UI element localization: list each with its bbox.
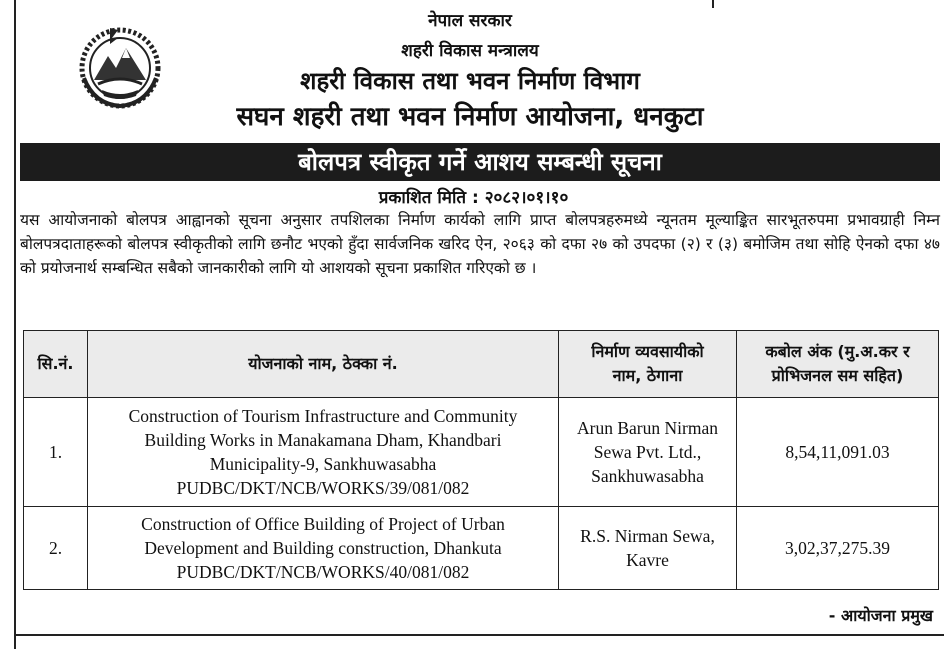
published-date-label: प्रकाशित मिति : <box>378 188 479 208</box>
project-line: Construction of Office Building of Project of Urban <box>141 514 505 534</box>
page-bottom-border <box>14 634 944 636</box>
column-header-project: योजनाको नाम, ठेक्का नं. <box>88 331 559 398</box>
cell-bid-amount: 3,02,37,275.39 <box>737 507 939 590</box>
cell-project <box>88 507 559 590</box>
cell-contractor <box>559 507 737 590</box>
project-line: Municipality-9, Sankhuwasabha <box>209 454 437 474</box>
column-header-contractor-line: निर्माण व्यवसायीको <box>591 342 704 361</box>
published-date-value: २०८२।०१।१० <box>484 188 569 208</box>
notice-body-paragraph: यस आयोजनाको बोलपत्र आह्वानको सूचना अनुसार तपशिलका निर्माण कार्यको लागि प्राप्त बोलपत्रहरुमध्ये न्यूनतम मूल्याङ्कित सारभूतरुपमा प्रभावग्राही निम्न बोलपत्रदाताहरूको बोलपत्र स्वीकृतीको लागि छनौट भएको हुँदा सार्वजनिक खरिद ऐन, २०६३ को दफा २७ को उपदफा (२) र (३) बमोजिम तथा सोहि ऐनको दफा ४७ को प्रयोजनार्थ सम्बन्धित सबैको जानकारीको लागि यो आशयको सूचना प्रकाशित गरिएको छ । <box>20 211 940 277</box>
project-office-name: सघन शहरी तथा भवन निर्माण आयोजना, धनकुटा <box>236 102 704 132</box>
cell-sn: 1. <box>24 398 88 507</box>
cell-project <box>88 398 559 507</box>
project-line: Building Works in Manakamana Dham, Khandbari <box>144 430 502 450</box>
published-date-line <box>0 185 947 208</box>
contract-number: PUDBC/DKT/NCB/WORKS/40/081/082 <box>176 562 470 582</box>
nepal-government-emblem-icon <box>74 18 166 110</box>
contractor-line: R.S. Nirman Sewa, <box>580 526 715 546</box>
signature-project-chief: - आयोजना प्रमुख <box>828 606 933 625</box>
contractor-line: Sankhuwasabha <box>591 466 704 486</box>
table-row <box>24 398 939 507</box>
column-header-bid-line: कबोल अंक (मु.अ.कर र <box>765 342 910 361</box>
column-header-sn: सि.नं. <box>24 331 88 398</box>
project-line: Construction of Tourism Infrastructure and Community <box>128 406 518 426</box>
table-header-row <box>24 331 939 398</box>
cell-sn: 2. <box>24 507 88 590</box>
column-header-contractor-line: नाम, ठेगाना <box>612 366 683 385</box>
department-name: शहरी विकास तथा भवन निर्माण विभाग <box>300 67 640 95</box>
contractor-line: Sewa Pvt. Ltd., <box>593 442 702 462</box>
contract-number: PUDBC/DKT/NCB/WORKS/39/081/082 <box>176 478 470 498</box>
notice-title-banner: बोलपत्र स्वीकृत गर्ने आशय सम्बन्धी सूचना <box>20 143 940 181</box>
page-left-border <box>14 0 16 649</box>
contractor-line: Kavre <box>626 550 669 570</box>
column-header-contractor <box>559 331 737 398</box>
column-header-bid-line: प्रोभिजनल सम सहित) <box>771 366 904 385</box>
ministry-name: शहरी विकास मन्त्रालय <box>401 41 539 61</box>
cell-contractor <box>559 398 737 507</box>
project-line: Development and Building construction, Dhankuta <box>144 538 502 558</box>
column-header-bid-amount <box>737 331 939 398</box>
page-top-mark <box>712 0 714 8</box>
award-intent-table <box>23 330 939 590</box>
table-row <box>24 507 939 590</box>
contractor-line: Arun Barun Nirman <box>577 418 718 438</box>
government-name: नेपाल सरकार <box>428 11 512 31</box>
cell-bid-amount: 8,54,11,091.03 <box>737 398 939 507</box>
